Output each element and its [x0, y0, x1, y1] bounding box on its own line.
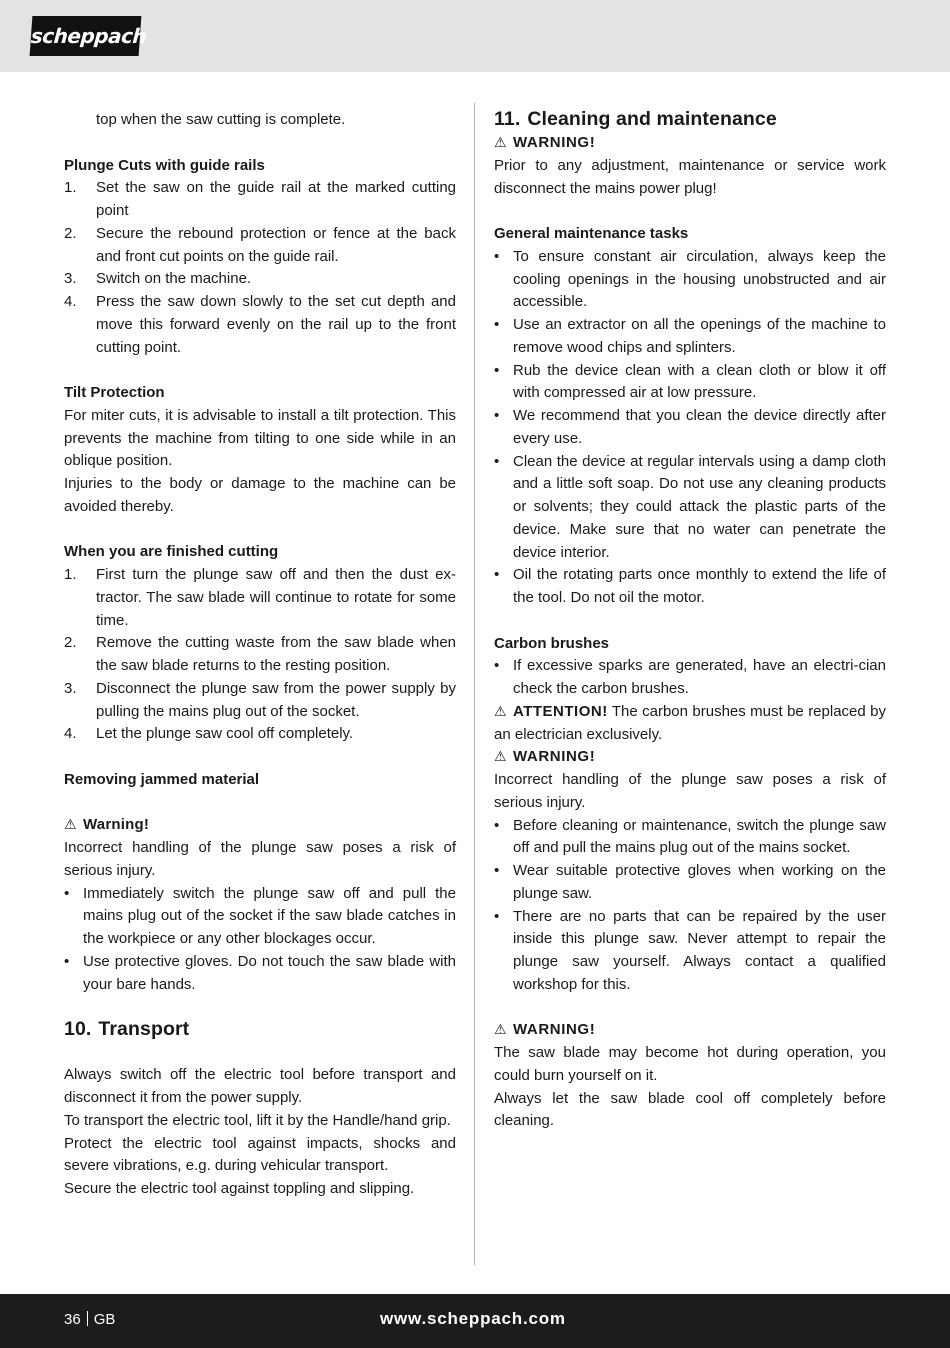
continued-text: top when the saw cutting is complete. — [96, 111, 346, 128]
warning-label: ⚠ Warning! — [64, 814, 456, 837]
list-item: 3. Switch on the machine. — [64, 270, 252, 288]
list-item: 4. Let the plunge saw cool off completely. — [64, 725, 354, 743]
page-number: 36 GB — [64, 1311, 116, 1328]
footer-band — [0, 1294, 950, 1348]
list-item: • Wear suitable protective gloves when working on the plunge saw. — [494, 862, 886, 902]
general-maintenance-list — [494, 246, 886, 610]
warning-triangle-icon: ⚠ — [64, 817, 77, 834]
attention-note: ⚠ ATTENTION! The carbon brushes must be replaced by an electrician exclusively. — [494, 702, 886, 743]
hot-blade-paragraph: Always let the saw blade cool off completely before cleaning. — [494, 1089, 886, 1130]
transport-paragraph: Always switch off the electric tool before transport and disconnect it from the power supply. — [64, 1066, 456, 1106]
warning-text: Prior to any adjustment, maintenance or service work disconnect the mains power plug! — [494, 156, 886, 197]
warning-label: ⚠ WARNING! — [494, 746, 886, 769]
warning-triangle-icon: ⚠ — [494, 703, 507, 720]
transport-section-title: 10. Transport — [64, 1018, 190, 1041]
hot-blade-paragraph: The saw blade may become hot during operation, you could burn yourself on it. — [494, 1044, 886, 1084]
list-item: 4. Press the saw down slowly to the set cut depth and move this forward evenly on the rail up to the front cutting point. — [64, 293, 456, 356]
cleaning-section-title: 11. Cleaning and maintenance — [494, 108, 777, 130]
left-column — [64, 109, 456, 1201]
transport-paragraph: Secure the electric tool against toppling and slipping. — [64, 1180, 415, 1197]
list-item: 1. Set the saw on the guide rail at the marked cutting point — [64, 179, 456, 219]
carbon-brushes-heading: Carbon brushes — [494, 634, 610, 652]
warning-triangle-icon: ⚠ — [494, 749, 507, 766]
tilt-paragraph: For miter cuts, it is advisable to install a tilt protection. This prevents the machine from tilting to one side while in an oblique position. — [64, 406, 456, 470]
list-item: • Oil the rotating parts once monthly to extend the life of the tool. Do not oil the motor. — [494, 566, 886, 606]
transport-paragraph: To transport the electric tool, lift it by the Handle/hand grip. — [64, 1111, 451, 1129]
list-item: 3. Disconnect the plunge saw from the power supply by pulling the mains plug out of the socket. — [64, 679, 456, 720]
plunge-cuts-list — [64, 177, 456, 359]
list-item: • Clean the device at regular intervals using a damp cloth and a little soft soap. Do not use any cleaning products or solvents; they could attack the plastic parts of the device. Make sure that no water can penetrate the device interior. — [494, 452, 886, 561]
warning-label: ⚠ WARNING! — [494, 132, 886, 155]
attention-label: ATTENTION! — [513, 702, 608, 720]
website-url: www.scheppach.com — [380, 1309, 566, 1328]
warning-label: ⚠ WARNING! — [494, 1019, 886, 1042]
finished-cutting-heading: When you are finished cutting — [64, 543, 279, 561]
jammed-bullet-list — [64, 883, 456, 997]
list-item: • To ensure constant air circulation, always keep the cooling openings in the housing unobstructed and air accessible. — [494, 247, 886, 311]
list-item: • There are no parts that can be repaired by the user inside this plunge saw. Never attempt to repair the plunge saw yourself. Always contact a qualified workshop for this. — [494, 907, 886, 993]
list-item: • Use protective gloves. Do not touch the saw blade with your bare hands. — [64, 952, 456, 993]
list-item: 2. Remove the cutting waste from the saw blade when the saw blade returns to the resting position. — [64, 634, 456, 674]
list-item: • Before cleaning or maintenance, switch the plunge saw off and pull the mains plug out of the mains socket. — [494, 816, 886, 857]
language-code: GB — [93, 1311, 116, 1328]
right-column — [494, 106, 886, 1133]
warning-triangle-icon: ⚠ — [494, 1022, 507, 1039]
tilt-protection-heading: Tilt Protection — [64, 384, 165, 401]
list-item: 1. First turn the plunge saw off and then the dust ex-tractor. The saw blade will continue to rotate for some time. — [64, 566, 456, 629]
page-separator — [87, 1311, 88, 1326]
removing-jammed-heading: Removing jammed material — [64, 770, 260, 788]
list-item: • If excessive sparks are generated, have an electri-cian check the carbon brushes. — [494, 657, 886, 697]
tilt-paragraph: Injuries to the body or damage to the machine can be avoided thereby. — [64, 475, 456, 515]
list-item: 2. Secure the rebound protection or fence at the back and front cut points on the guide rail. — [64, 224, 456, 265]
carbon-brushes-list — [494, 655, 886, 701]
transport-paragraph: Protect the electric tool against impacts, shocks and severe vibrations, e.g. during vehicular transport. — [64, 1134, 456, 1175]
warning-triangle-icon: ⚠ — [494, 135, 507, 151]
brand-logo: scheppach — [30, 16, 142, 56]
finished-cutting-list — [64, 564, 456, 746]
list-item: • Immediately switch the plunge saw off and pull the mains plug out of the socket if the saw blade catches in the workpiece or any other blockages occur. — [64, 884, 456, 947]
list-item: • We recommend that you clean the device directly after every use. — [494, 407, 886, 447]
header-band — [0, 0, 950, 72]
plunge-cuts-heading: Plunge Cuts with guide rails — [64, 156, 265, 174]
list-item: • Use an extractor on all the openings of the machine to remove wood chips and splinters. — [494, 316, 886, 356]
list-item: • Rub the device clean with a clean cloth or blow it off with compressed air at low pressure. — [494, 361, 886, 402]
warning-text: Incorrect handling of the plunge saw poses a risk of serious injury. — [64, 839, 456, 879]
warning-text: Incorrect handling of the plunge saw poses a risk of serious injury. — [494, 771, 886, 811]
column-divider — [474, 103, 475, 1265]
general-maintenance-heading: General maintenance tasks — [494, 225, 689, 242]
safety-bullet-list — [494, 815, 886, 997]
